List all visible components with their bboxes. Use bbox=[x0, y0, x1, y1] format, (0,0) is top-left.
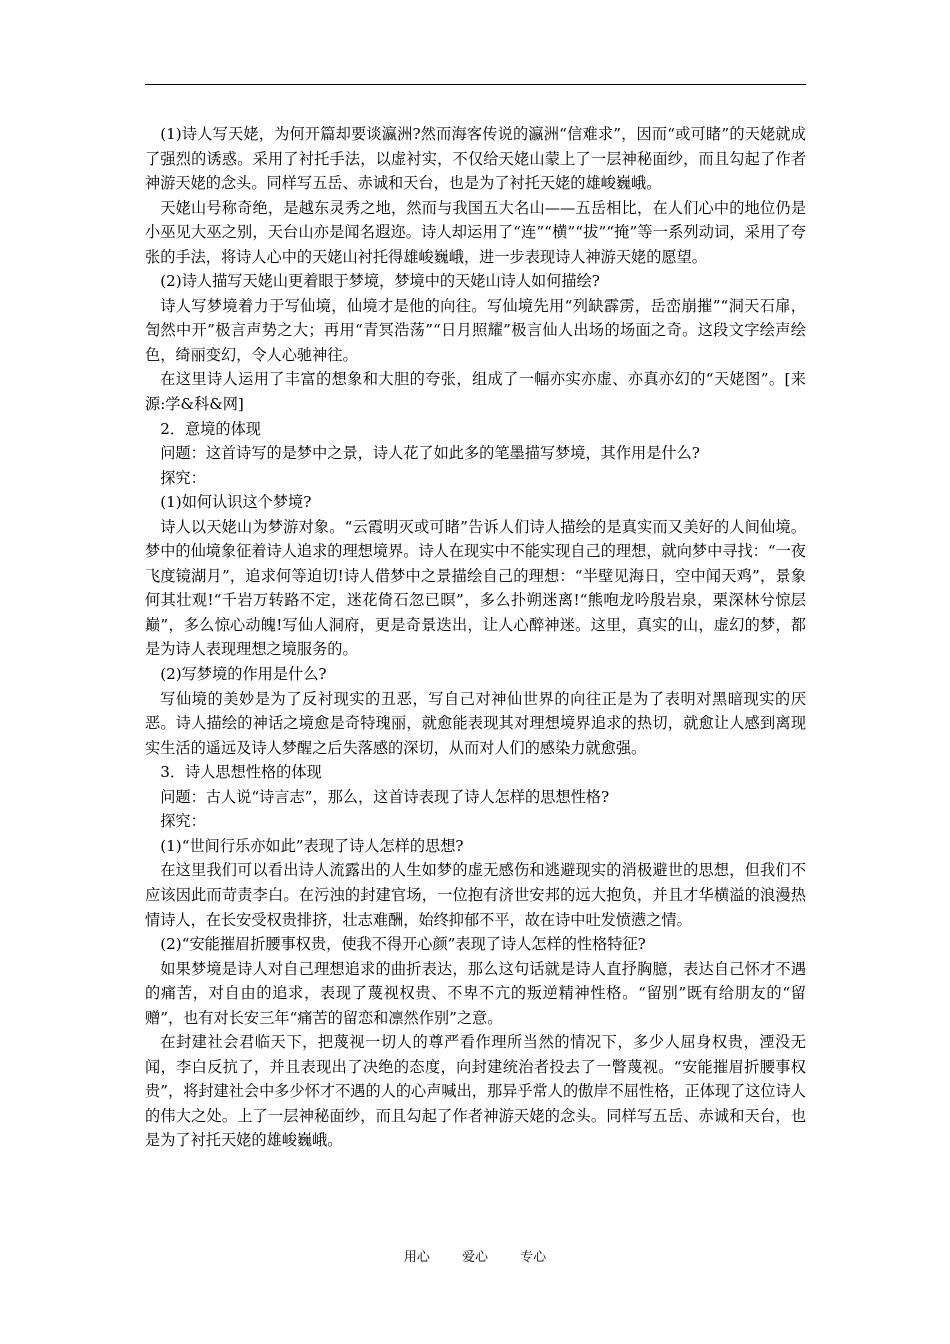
paragraph: (2)诗人描写天姥山更着眼于梦境，梦境中的天姥山诗人如何描绘? bbox=[160, 272, 600, 291]
paragraph: 问题：古人说“诗言志”，那么，这首诗表现了诗人怎样的思想性格? bbox=[160, 787, 610, 806]
footer-text: 用心 bbox=[403, 1250, 430, 1265]
paragraph: 天姥山号称奇绝，是越东灵秀之地，然而与我国五大名山——五岳相比，在人们心中的地位仍是小巫见大巫之别，天台山亦是闻名遐迩。诗人却运用了“连”“横”“拔”“掩”等一系列动词，采用了夸张的手法，将诗人心中的天姥山衬托得雄峻巍峨，进一步表现诗人神游天姥的愿望。 bbox=[145, 198, 806, 266]
paragraph: 诗人写梦境着力于写仙境，仙境才是他的向往。写仙境先用“列缺霹雳，岳峦崩摧”“洞天石扉，訇然中开”极言声势之大；再用“青冥浩荡”“日月照耀”极言仙人出场的场面之奇。这段文字绘声绘色，绮丽变幻，令人心驰神往。 bbox=[145, 296, 806, 364]
paragraph: 问题：这首诗写的是梦中之景，诗人花了如此多的笔墨描写梦境，其作用是什么? bbox=[160, 444, 700, 463]
paragraph: 探究： bbox=[160, 468, 206, 487]
paragraph: (1)如何认识这个梦境? bbox=[160, 493, 312, 512]
paragraph: 在这里诗人运用了丰富的想象和大胆的夸张，组成了一幅亦实亦虚、亦真亦幻的“天姥图”。[来源:学&科&网] bbox=[145, 370, 806, 414]
paragraph: (2)“安能摧眉折腰事权贵，使我不得开心颜”表现了诗人怎样的性格特征? bbox=[160, 935, 646, 954]
page-footer bbox=[0, 1246, 950, 1265]
header-rule bbox=[145, 84, 806, 85]
paragraph: 探究： bbox=[160, 812, 206, 831]
paragraph: (2)写梦境的作用是什么? bbox=[160, 665, 327, 684]
paragraph: 写仙境的美妙是为了反衬现实的丑恶，写自己对神仙世界的向往正是为了表明对黑暗现实的厌恶。诗人描绘的神话之境愈是奇特瑰丽，就愈能表现其对理想境界追求的热切，就愈让人感到离现实生活的遥远及诗人梦醒之后失落感的深切，从而对人们的感染力就愈强。 bbox=[145, 689, 806, 757]
paragraph: (1)诗人写天姥，为何开篇却要谈瀛洲?然而海客传说的瀛洲“信难求”，因而“或可睹”的天姥就成了强烈的诱惑。采用了衬托手法，以虚衬实，不仅给天姥山蒙上了一层神秘面纱，而且勾起了作者神游天姥的念头。同样写五岳、赤诚和天台，也是为了衬托天姥的雄峻巍峨。 bbox=[145, 125, 806, 193]
paragraph: 在封建社会君临天下，把蔑视一切人的尊严看作理所当然的情况下，多少人屈身权贵，湮没无闻，李白反抗了，并且表现出了决绝的态度，向封建统治者投去了一瞥蔑视。“安能摧眉折腰事权贵”，将封建社会中多少怀才不遇的人的心声喊出，那异乎常人的傲岸不屈性格，正体现了这位诗人的伟大之处。上了一层神秘面纱，而且勾起了作者神游天姥的念头。同样写五岳、赤诚和天台，也是为了衬托天姥的雄峻巍峨。 bbox=[145, 1033, 806, 1150]
paragraph: (1)“世间行乐亦如此”表现了诗人怎样的思想? bbox=[160, 836, 464, 855]
section-heading: 3．诗人思想性格的体现 bbox=[160, 763, 322, 782]
section-heading: 2．意境的体现 bbox=[160, 419, 261, 438]
document-body bbox=[145, 122, 806, 1153]
paragraph: 在这里我们可以看出诗人流露出的人生如梦的虚无感伤和逃避现实的消极避世的思想，但我们不应该因此而苛责李白。在污浊的封建官场，一位抱有济世安邦的远大抱负，并且才华横溢的浪漫热情诗人，在长安受权贵排挤，壮志难酬，始终抑郁不平，故在诗中吐发愤懑之情。 bbox=[145, 861, 806, 929]
footer-text: 专心 bbox=[520, 1250, 547, 1265]
paragraph: 如果梦境是诗人对自己理想追求的曲折表达，那么这句话就是诗人直抒胸臆，表达自己怀才不遇的痛苦，对自由的追求，表现了蔑视权贵、不卑不亢的叛逆精神性格。“留别”既有给朋友的“留赠”，也有对长安三年“痛苦的留恋和凛然作别”之意。 bbox=[145, 959, 806, 1027]
footer-text: 爱心 bbox=[461, 1250, 488, 1265]
paragraph: 诗人以天姥山为梦游对象。“云霞明灭或可睹”告诉人们诗人描绘的是真实而又美好的人间仙境。梦中的仙境象征着诗人追求的理想境界。诗人在现实中不能实现自己的理想，就向梦中寻找：“一夜飞度镜湖月”，追求何等迫切!诗人借梦中之景描绘自己的理想：“半壁见海日，空中闻天鸡”，景象何其壮观!“千岩万转路不定，迷花倚石忽已暝”，多么扑朔迷离!“熊咆龙吟殷岩泉，栗深林兮惊层巅”，多么惊心动魄!写仙人洞府，更是奇景迭出，让人心醉神迷。这里，真实的山，虚幻的梦，都是为诗人表现理想之境服务的。 bbox=[145, 517, 806, 659]
